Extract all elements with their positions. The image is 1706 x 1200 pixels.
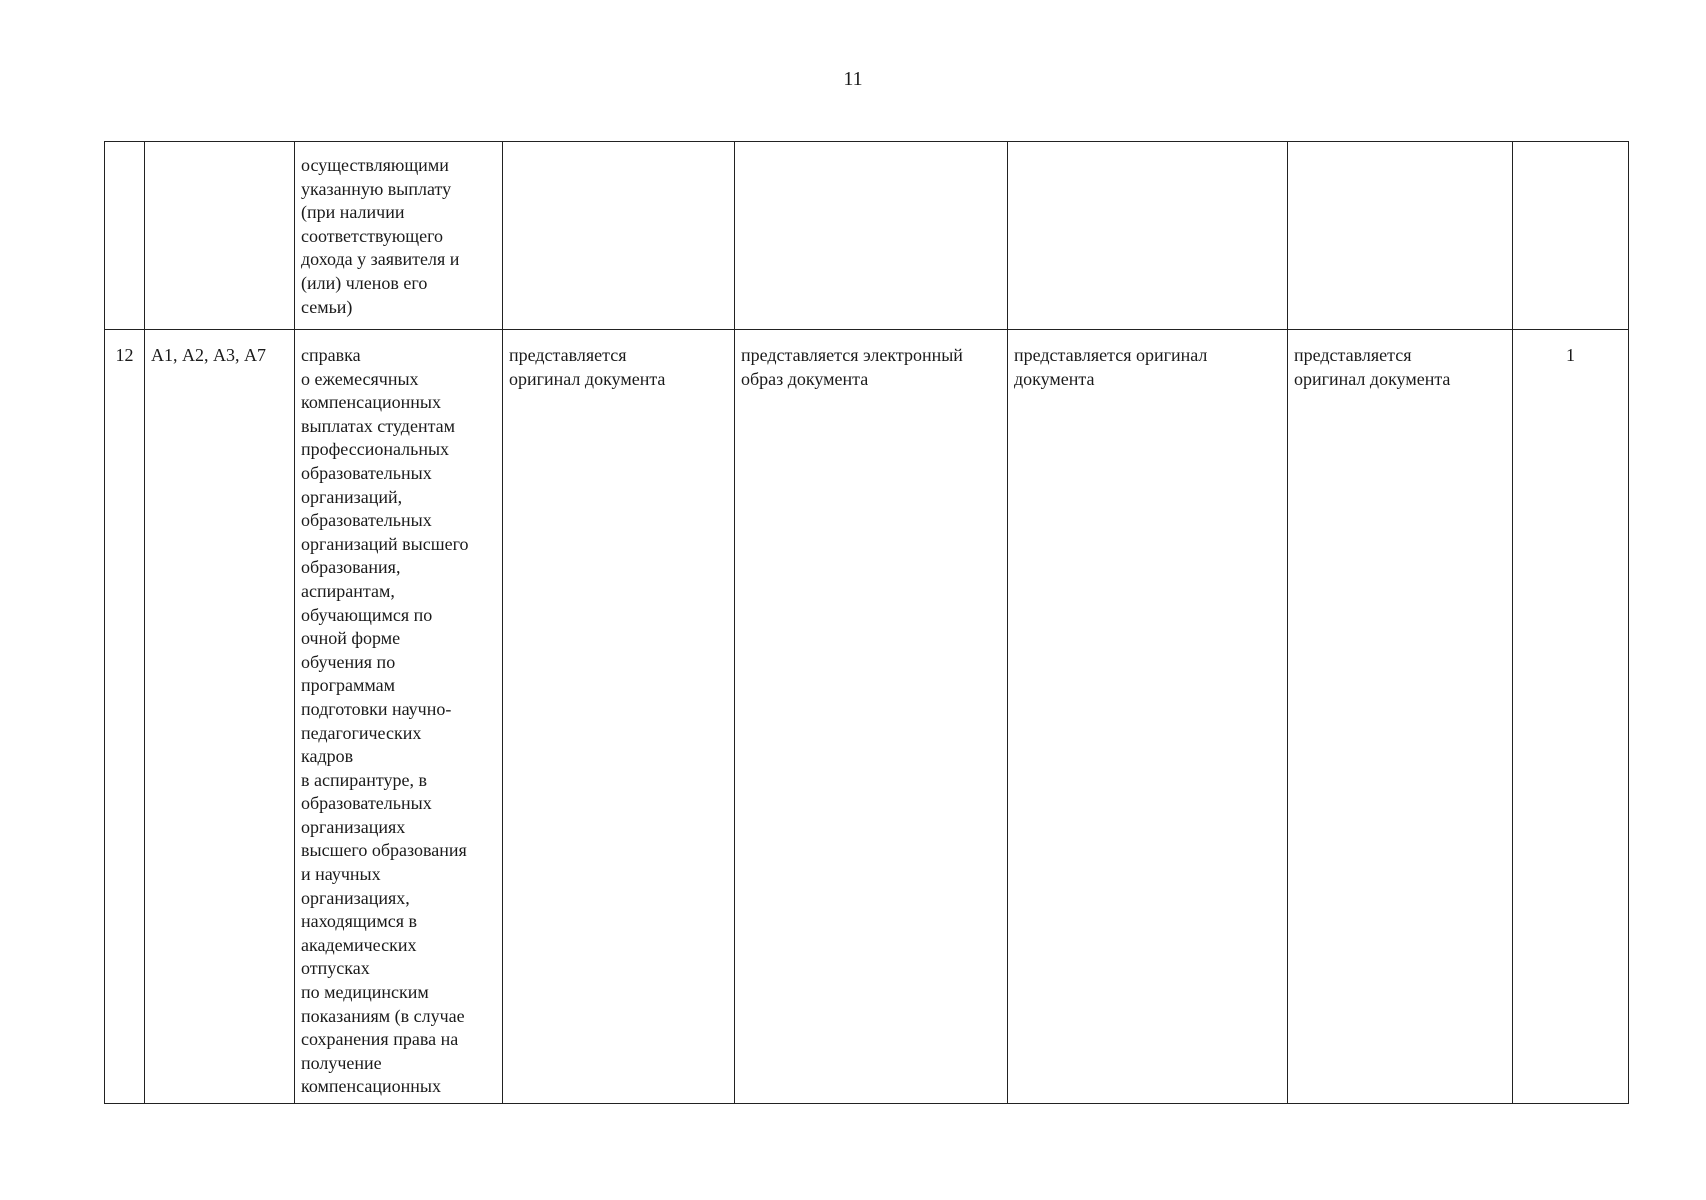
text-line: образования,: [301, 557, 401, 578]
text-line: о ежемесячных: [301, 368, 419, 389]
text-line: получение: [301, 1052, 382, 1073]
text-line: академических: [301, 934, 417, 955]
text-line: образовательных: [301, 462, 432, 483]
text-line: профессиональных: [301, 439, 450, 460]
row-number-cell: [105, 330, 145, 1104]
text-line: компенсационных: [301, 392, 441, 413]
text-line: оригинал документа: [1294, 368, 1451, 389]
applicant-codes: А1, А2, А3, А7: [151, 345, 266, 365]
document-name: [301, 154, 496, 319]
text-line: образовательных: [301, 510, 432, 531]
text-line: высшего образования: [301, 840, 467, 861]
quantity-cell: [1513, 330, 1629, 1104]
document-name-cell: [295, 330, 503, 1104]
submission-electronic-cell: [735, 330, 1008, 1104]
document-table: [104, 141, 1629, 1104]
text-line: осуществляющими: [301, 155, 449, 175]
text-line: в аспирантуре, в: [301, 769, 427, 790]
text-line: справка: [301, 345, 361, 365]
codes-cell: [145, 142, 295, 330]
document-name-cell: [295, 142, 503, 330]
text-line: представляется: [1294, 345, 1412, 365]
text-line: указанную выплату: [301, 178, 452, 199]
text-line: кадров: [301, 746, 354, 767]
submission-in-person-cell: [503, 330, 735, 1104]
submission-post-cell: [1288, 142, 1513, 330]
text-line: находящимся в: [301, 911, 418, 932]
text-line: сохранения права на: [301, 1029, 459, 1050]
text-line: образовательных: [301, 793, 432, 814]
text-line: оригинал документа: [509, 368, 666, 389]
text-line: и научных: [301, 864, 381, 885]
text-line: (или) членов его: [301, 272, 428, 293]
quantity-cell: [1513, 142, 1629, 330]
text-line: по медицинским: [301, 982, 429, 1003]
text-line: представляется электронный: [741, 345, 963, 365]
text-line: организациях: [301, 816, 406, 837]
submission-in-person-cell: [503, 142, 735, 330]
submission-post-cell: [1288, 330, 1513, 1104]
text-line: (при наличии: [301, 202, 405, 223]
text-line: выплатах студентам: [301, 415, 456, 436]
text-line: подготовки научно-: [301, 698, 452, 719]
page-number: 11: [843, 68, 863, 90]
submission-mfc-cell: [1008, 330, 1288, 1104]
text-line: компенсационных: [301, 1076, 441, 1097]
text-line: показаниям (в случае: [301, 1005, 465, 1026]
submission-mfc: [1014, 344, 1281, 391]
text-line: программам: [301, 675, 396, 696]
submission-electronic-cell: [735, 142, 1008, 330]
document-quantity: 1: [1566, 345, 1575, 365]
table-row: [105, 142, 1629, 330]
text-line: семьи): [301, 296, 353, 317]
text-line: соответствующего: [301, 225, 444, 246]
text-line: организаций,: [301, 486, 403, 507]
submission-electronic: [741, 344, 1001, 391]
text-line: представляется: [509, 345, 627, 365]
submission-in-person: [509, 344, 728, 391]
row-number: 12: [115, 345, 134, 365]
text-line: документа: [1014, 368, 1095, 389]
table-row: [105, 330, 1629, 1104]
text-line: организациях,: [301, 887, 410, 908]
submission-post: [1294, 344, 1506, 391]
text-line: дохода у заявителя и: [301, 249, 460, 270]
text-line: аспирантам,: [301, 580, 395, 601]
text-line: образ документа: [741, 368, 869, 389]
text-line: отпусках: [301, 958, 370, 979]
submission-mfc-cell: [1008, 142, 1288, 330]
codes-cell: [145, 330, 295, 1104]
text-line: педагогических: [301, 722, 422, 743]
text-line: организаций высшего: [301, 533, 469, 554]
text-line: представляется оригинал: [1014, 345, 1208, 365]
text-line: очной форме: [301, 628, 401, 649]
text-line: обучения по: [301, 651, 396, 672]
document-name: [301, 344, 496, 1099]
row-number-cell: [105, 142, 145, 330]
text-line: обучающимся по: [301, 604, 433, 625]
